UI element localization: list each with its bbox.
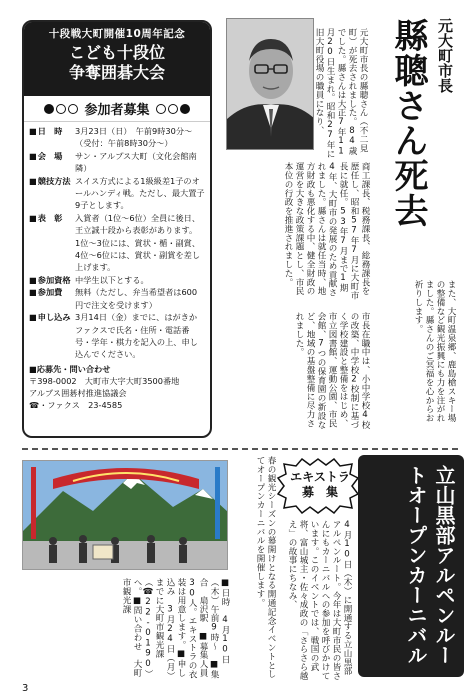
white-stone-icon <box>56 104 66 114</box>
detail-row <box>29 237 205 274</box>
extra-label: エキストラ <box>290 470 350 484</box>
white-stone-icon <box>168 104 178 114</box>
detail-value: 3月23日（日） 午前9時30分～ <box>75 126 193 136</box>
event-header <box>24 22 210 96</box>
detail-row <box>29 175 205 212</box>
detail-label: ■ 表 彰 <box>29 212 75 237</box>
detail-value: 入賞者（1位～6位）全員に後日、王立誠十段から表彰があります。 <box>75 212 201 236</box>
obituary-text-col2: 商工課長、税務課長、総務課長を歴任し、昭和57年7月に大町市長に就任。53年7月まで1期4年、大町市の発展のため貢献されました。縣さんは就任当時、地方財政も悪化する中、健全財政の運営を大きな政策課題とし、市民本位の行政を推進されました。 <box>283 162 370 300</box>
contact-block <box>24 361 210 411</box>
detail-label: ■ 会 場 <box>29 150 75 175</box>
contact-label: ■応募先・問い合わせ <box>29 363 111 374</box>
detail-value: サン・アルプス大町（文化会館南隣） <box>75 150 197 174</box>
detail-label: ■ 参加費 <box>29 286 75 311</box>
detail-label: ■ 参加資格 <box>29 274 75 286</box>
contact-phone: ☎・ファクス 23-4585 <box>29 399 123 410</box>
detail-row <box>29 212 205 237</box>
event-title <box>26 43 208 83</box>
black-stone-icon <box>180 104 190 114</box>
obituary-role: 元大町市長 <box>436 18 454 93</box>
carnival-title: 立山黒部アルペンルートオープンカーニバル <box>404 465 456 665</box>
extra-recruit-bubble <box>276 458 360 514</box>
detail-value: 無料（ただし、弁当希望者は600円で注文を受けます） <box>75 287 198 310</box>
obituary-text-col4: また、大町温泉郷、鹿島槍スキー場の整備など観光振興にも力を注がれました。縣さんのご冥福を心からお祈りします。 <box>413 280 456 423</box>
white-stone-icon <box>68 104 78 114</box>
event-notice-box <box>22 20 212 438</box>
obituary-headline <box>380 18 460 280</box>
event-details <box>24 122 210 361</box>
detail-row <box>29 311 205 361</box>
contact-address: 〒398-0002 大町市大字大町3500番地 <box>29 375 180 386</box>
detail-value: 3月14日（金）までに、はがきかファクスで氏名・住所・電話番号・学年・棋力を記入の上、申し込んでください。 <box>75 312 198 360</box>
obituary-text-col3: 市長在職中は、小中学校4校の改築、中学校2校制に基づく学校建設と整備をはじめ、市立図書館、運動公園、市民会館、7つの保育園の新設など、地域の基盤整備に尽力されました。 <box>294 312 370 430</box>
detail-row <box>29 137 205 149</box>
detail-row <box>29 150 205 175</box>
white-stone-icon <box>156 104 166 114</box>
carnival-details: ■日時 4月10日（木）午前9時～ ■集合 扇沢駅 ■募集人員 30人。エキストラの衣装は用意します。■申し込み 3月24日（月）までに大町市観光課（☎22-0190）へ。■問い合わせ 大町市観光課 <box>121 578 230 687</box>
carnival-text-intro: 春の観光シーズンの幕開けとなる開通記念イベントとしてオープンカーニバルを開催します。 <box>255 456 276 679</box>
section-divider <box>22 448 458 450</box>
detail-label: ■ 申し込み <box>29 311 75 361</box>
event-title-line1: こども十段位 <box>68 43 165 62</box>
carnival-text-body: 4月10日（木）に開通する立山黒部アルペンルート。今年は大町市民の皆さんにもカーニバルへの参加を呼びかけています。このイベントでは、戦国の武将、富山城主・佐々成政の「さらさら越え」の故事にちなみ、 <box>287 520 352 681</box>
recruit-banner <box>24 96 210 122</box>
detail-row <box>29 125 205 137</box>
extra-recruit-text <box>290 470 350 500</box>
recruit-label-small: 募 集 <box>301 485 338 499</box>
event-title-line2: 争奪囲碁大会 <box>68 63 165 82</box>
detail-value: スイス方式による1級級差1子のオールハンディ戦。ただし、最大置子9子とします。 <box>75 175 205 211</box>
carnival-title-box <box>358 455 464 677</box>
detail-value: 1位～3位には、賞状・楯・副賞、4位～6位には、賞状・副賞を差し上げます。 <box>75 237 201 273</box>
obituary-text-col1: 元大町市長の縣聰さん（不二見町）が死去されました。84歳でした。縣さんは大正7年11月20日生まれ。昭和27年に旧大町役場の職員になり、 <box>314 28 368 159</box>
detail-value: （受付：午前8時30分～） <box>75 138 173 149</box>
carnival-photo <box>22 460 228 570</box>
detail-row <box>29 286 205 311</box>
black-stone-icon <box>44 104 54 114</box>
obituary-title: 縣聰さん死去 <box>388 18 428 228</box>
event-subtitle: 十段戦大町開催10周年記念 <box>48 28 186 40</box>
detail-label: ■ 競技方法 <box>29 175 75 212</box>
detail-row <box>29 274 205 286</box>
recruit-label: 参加者募集 <box>84 103 150 118</box>
detail-label: ■ 日 時 <box>29 125 75 137</box>
contact-org: アルプス囲碁村推進協議会 <box>29 387 127 398</box>
detail-value: 中学生以下とする。 <box>75 274 149 285</box>
page-number: 3 <box>22 683 29 694</box>
